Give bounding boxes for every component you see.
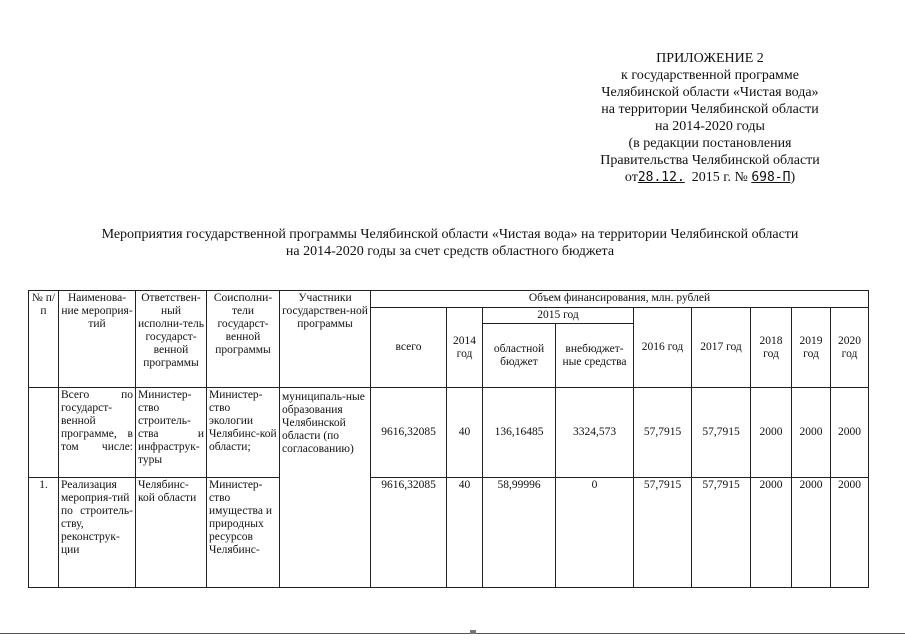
header-2016: 2016 год: [634, 308, 692, 388]
header-offbudget: внебюджет-ные средства: [556, 324, 634, 388]
cell-responsible: Челябинс-кой области: [136, 478, 207, 588]
header-responsible: Ответствен-ный исполни-тель государст-венной программы: [136, 291, 207, 388]
cell-2020: 2000: [831, 478, 869, 588]
cell-num: 1.: [29, 478, 59, 588]
cell-2018: 2000: [751, 478, 792, 588]
date-prefix: от: [624, 170, 638, 185]
cell-regional: 136,16485: [483, 388, 556, 478]
appendix-line: на территории Челябинской области: [601, 102, 819, 117]
header-2017: 2017 год: [692, 308, 751, 388]
header-regional-budget: областной бюджет: [483, 324, 556, 388]
appendix-line: (в редакции постановления: [628, 136, 792, 151]
cell-offbudget: 0: [556, 478, 634, 588]
appendix-line: Правительства Челябинской области: [600, 153, 820, 168]
title-line-2: на 2014-2020 годы за счет средств областного бюджета: [285, 244, 615, 259]
cell-2016: 57,7915: [634, 388, 692, 478]
cell-2019: 2000: [792, 478, 831, 588]
cell-2014: 40: [447, 478, 483, 588]
appendix-line: к государственной программе: [621, 68, 799, 83]
cell-coexecutors: Министер-ство имущества и природных ресурсов Челябинс-: [207, 478, 280, 588]
cell-num: [29, 388, 59, 478]
header-2018: 2018 год: [751, 308, 792, 388]
cell-2016: 57,7915: [634, 478, 692, 588]
header-participants: Участники государствен-ной программы: [280, 291, 371, 388]
cell-offbudget: 3324,573: [556, 388, 634, 478]
cell-name: Реализация мероприя-тий по строитель-ству, реконструк-ции: [59, 478, 136, 588]
header-funding: Объем финансирования, млн. рублей: [371, 291, 869, 308]
header-2020: 2020 год: [831, 308, 869, 388]
appendix-date: [560, 169, 860, 186]
cell-2020: 2000: [831, 388, 869, 478]
date-day: 28.12.: [637, 170, 685, 185]
cell-participants: муниципаль-ные образования Челябинской области (по согласованию): [280, 388, 371, 588]
header-2014: 2014 год: [447, 308, 483, 388]
page-bottom-rule: [0, 633, 905, 634]
header-name: Наименова-ние мероприя-тий: [59, 291, 136, 388]
appendix-header: [560, 50, 860, 186]
table-row: [29, 478, 869, 588]
cell-2017: 57,7915: [692, 478, 751, 588]
cell-regional: 58,99996: [483, 478, 556, 588]
header-coexecutors: Соисполни-тели государст-венной программы: [207, 291, 280, 388]
table-row: [29, 388, 869, 478]
date-year: 2015 г. №: [691, 170, 748, 185]
appendix-title: ПРИЛОЖЕНИЕ 2: [656, 51, 764, 66]
cell-2019: 2000: [792, 388, 831, 478]
scan-mark: [470, 630, 476, 634]
header-2019: 2019 год: [792, 308, 831, 388]
cell-name: Всего по государст-венной программе, в том числе:: [59, 388, 136, 478]
cell-total: 9616,32085: [371, 388, 447, 478]
date-suffix: ): [790, 170, 796, 185]
cell-2017: 57,7915: [692, 388, 751, 478]
funding-table: [28, 290, 869, 588]
appendix-line: Челябинской области «Чистая вода»: [601, 85, 819, 100]
header-total: всего: [371, 308, 447, 388]
cell-2014: 40: [447, 388, 483, 478]
cell-responsible: Министер-ство строитель-ства и инфраструк-туры: [136, 388, 207, 478]
title-line-1: Мероприятия государственной программы Челябинской области «Чистая вода» на территории Челябинской области: [101, 227, 799, 242]
cell-2018: 2000: [751, 388, 792, 478]
document-title: [40, 226, 860, 260]
cell-coexecutors: Министер-ство экологии Челябинс-кой области;: [207, 388, 280, 478]
appendix-line: на 2014-2020 годы: [655, 119, 765, 134]
header-num: № п/п: [29, 291, 59, 388]
header-2015: 2015 год: [483, 308, 634, 324]
cell-total: 9616,32085: [371, 478, 447, 588]
date-number: 698-П: [751, 170, 791, 185]
